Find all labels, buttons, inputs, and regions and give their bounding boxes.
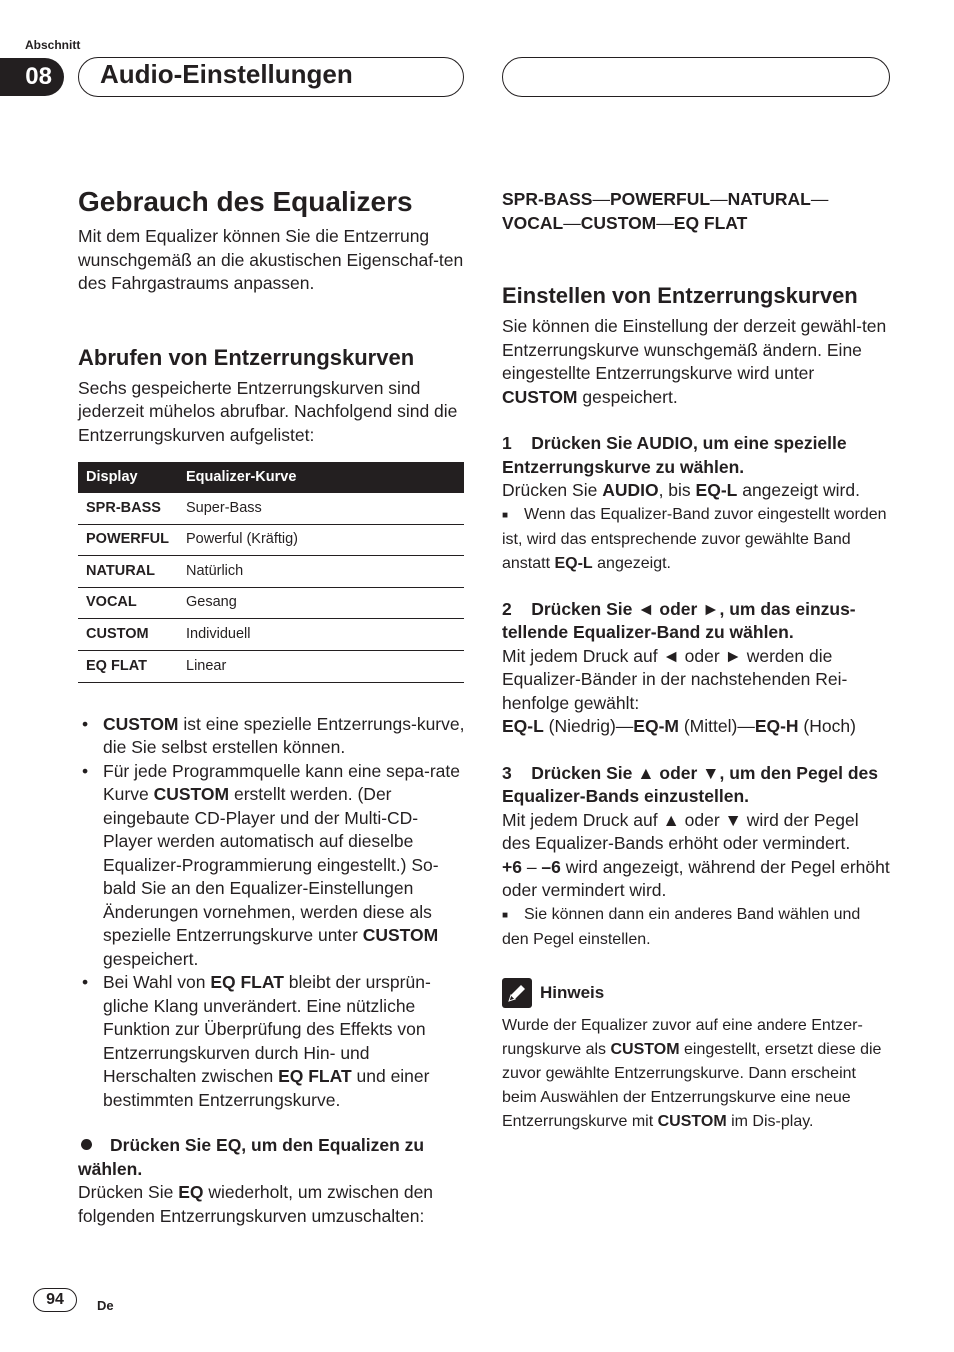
eq-step-text: Drücken Sie EQ wiederholt, um zwischen den folgenden Entzerrungskurven umzuschalten: <box>78 1182 434 1226</box>
bullet-dot-icon: • <box>82 972 89 993</box>
adjust-text: Sie können die Einstellung der derzeit gewähl-ten Entzerrungskurve wunschgemäß ändern. Eine eingestellte Entzerrungskurve wird unter CUSTOM gespeichert. <box>502 316 887 407</box>
table-row <box>78 587 464 619</box>
table-row <box>78 650 464 682</box>
curve-sequence: SPR-BASS—POWERFUL—NATURAL— VOCAL—CUSTOM—EQ FLAT <box>502 189 829 233</box>
header-empty-frame <box>502 57 890 97</box>
bullet-dot-icon: • <box>82 760 89 781</box>
step-2-text: Mit jedem Druck auf ◄ oder ► werden die Equalizer-Bänder in der nachstehenden Rei-henfolge gewählt: <box>502 645 848 713</box>
table-header-display: Display <box>78 462 178 493</box>
table-cell-display: EQ FLAT <box>78 650 178 682</box>
list-item: • Bei Wahl von EQ FLAT bleibt der ursprün-gliche Klang unverändert. Eine nützliche Funktion zur Überprüfung des Effekts von Entzerrungskurven durch Hin- und Herschalten zwischen EQ FLAT und einer bestimmten Entzerrungskurve. <box>82 972 431 1110</box>
table-header-row <box>78 462 464 493</box>
page-title: Gebrauch des Equalizers <box>78 186 413 217</box>
right-column <box>502 188 890 1134</box>
table-cell-curve: Powerful (Kräftig) <box>178 524 464 556</box>
pencil-note-icon <box>502 978 532 1008</box>
hint-header <box>502 978 890 1008</box>
recall-text: Sechs gespeicherte Entzerrungskurven sind jederzeit mühelos abrufbar. Nachfolgend sind die Entzerrungskurven aufgelistet: <box>78 377 458 445</box>
filled-circle-icon <box>81 1139 92 1150</box>
table-row <box>78 524 464 556</box>
heading-recall: Abrufen von Entzerrungskurven <box>78 344 415 370</box>
equalizer-table <box>78 462 464 683</box>
table-row <box>78 493 464 524</box>
table-cell-curve: Super-Bass <box>178 493 464 524</box>
step-2-title: 2 Drücken Sie ◄ oder ►, um das einzus-tellende Equalizer-Band zu wählen. <box>502 598 856 642</box>
eq-step-title: Drücken Sie EQ, um den Equalizen zu wählen. <box>78 1135 425 1179</box>
table-cell-display: CUSTOM <box>78 619 178 651</box>
step-1-title: 1 Drücken Sie AUDIO, um eine spezielle Entzerrungskurve zu wählen. <box>502 433 847 477</box>
table-cell-curve: Natürlich <box>178 556 464 588</box>
table-cell-display: POWERFUL <box>78 524 178 556</box>
left-column <box>78 185 466 1228</box>
hint-text: Wurde der Equalizer zuvor auf eine andere Entzer-rungskurve als CUSTOM eingestellt, ersetzt diese die zuvor gewählte Entzerrungskurve. Dann erscheint beim Auswählen der Entzerrungskurve eine neue Entzerrungskurve mit CUSTOM im Dis-play. <box>502 1016 882 1130</box>
section-label: Abschnitt <box>25 38 81 52</box>
bullet-list <box>78 713 466 1113</box>
table-cell-curve: Linear <box>178 650 464 682</box>
step-3-range: +6 – –6 wird angezeigt, während der Pegel erhöht oder vermindert wird. <box>502 856 890 900</box>
table-row <box>78 619 464 651</box>
hint-label: Hinweis <box>540 982 605 1002</box>
heading-adjust: Einstellen von Entzerrungskurven <box>502 283 858 308</box>
table-cell-display: SPR-BASS <box>78 493 178 524</box>
table-cell-curve: Individuell <box>178 619 464 651</box>
table-cell-display: VOCAL <box>78 587 178 619</box>
step-1-note: ■ Wenn das Equalizer-Band zuvor eingestellt worden ist, wird das entsprechende zuvor gewählte Band anstatt EQ-L angezeigt. <box>502 505 887 572</box>
language-code: De <box>97 1298 114 1313</box>
step-3-title: 3 Drücken Sie ▲ oder ▼, um den Pegel des Equalizer-Bands einzustellen. <box>502 762 879 806</box>
table-row <box>78 556 464 588</box>
intro-text: Mit dem Equalizer können Sie die Entzerrung wunschgemäß an die akustischen Eigenschaf-ten des Fahrgastraums anpassen. <box>78 226 464 293</box>
bullet-dot-icon: • <box>82 713 89 734</box>
step-1-text: Drücken Sie AUDIO, bis EQ-L angezeigt wird. <box>502 480 860 500</box>
square-bullet-icon: ■ <box>502 909 509 921</box>
table-cell-display: NATURAL <box>78 556 178 588</box>
step-3-note: ■ Sie können dann ein anderes Band wählen und den Pegel einstellen. <box>502 905 861 948</box>
list-item: • Für jede Programmquelle kann eine sepa-rate Kurve CUSTOM erstellt werden. (Der eingebaute CD-Player und der Multi-CD-Player werden automatisch auf dieselbe Equalizer-Programmierung eingestellt.) So-bald Sie an den Equalizer-Einstellungen Änderungen vornehmen, werden diese als spezielle Entzerrungskurve unter CUSTOM gespeichert. <box>82 760 460 969</box>
chapter-title: Audio-Einstellungen <box>100 59 353 89</box>
list-item: • CUSTOM ist eine spezielle Entzerrungs-kurve, die Sie selbst erstellen können. <box>82 713 465 758</box>
table-header-curve: Equalizer-Kurve <box>178 462 464 493</box>
page-number: 94 <box>33 1288 77 1312</box>
step-3-text: Mit jedem Druck auf ▲ oder ▼ wird der Pegel des Equalizer-Bands erhöht oder vermindert. <box>502 809 859 853</box>
table-cell-curve: Gesang <box>178 587 464 619</box>
chapter-number-badge: 08 <box>0 58 64 96</box>
band-sequence: EQ-L (Niedrig)—EQ-M (Mittel)—EQ-H (Hoch) <box>502 716 856 736</box>
square-bullet-icon: ■ <box>502 509 509 521</box>
